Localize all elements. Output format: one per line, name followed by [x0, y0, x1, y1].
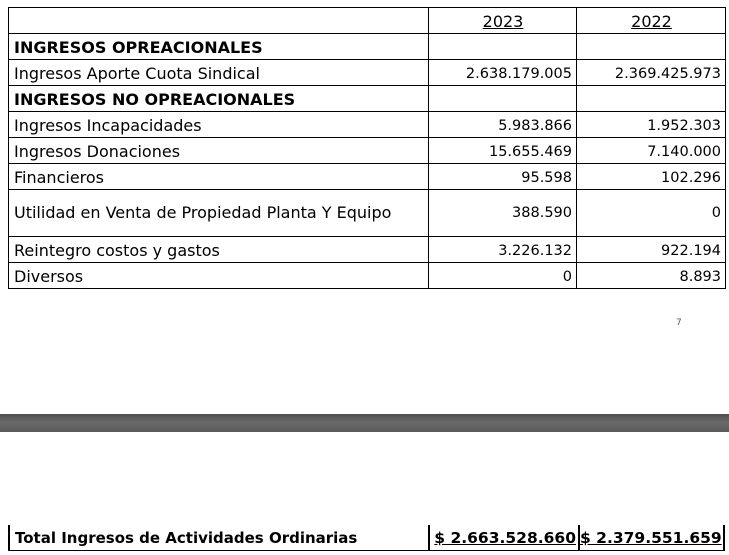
header-row [9, 8, 726, 34]
page-separator-bar [0, 414, 729, 432]
row-label: Ingresos Aporte Cuota Sindical [9, 60, 429, 86]
total-underline [8, 550, 725, 551]
value-2023: 2.638.179.005 [429, 60, 577, 86]
table-row-reintegro [9, 237, 726, 263]
row-label: Financieros [9, 164, 429, 190]
row-label: Ingresos Incapacidades [9, 112, 429, 138]
empty-cell [577, 86, 726, 112]
section-title-non-operational: INGRESOS NO OPREACIONALES [9, 86, 429, 112]
value-2022: 922.194 [577, 237, 726, 263]
year-2023-header: 2023 [429, 8, 577, 34]
value-2022: 1.952.303 [577, 112, 726, 138]
total-label: Total Ingresos de Actividades Ordinarias [8, 525, 435, 550]
section-row-non-operational [9, 86, 726, 112]
empty-cell [429, 34, 577, 60]
table-row-incapacidades [9, 112, 726, 138]
empty-cell [429, 86, 577, 112]
value-2023: 0 [429, 263, 577, 289]
header-blank-cell [9, 8, 429, 34]
total-row [8, 525, 725, 551]
row-label: Ingresos Donaciones [9, 138, 429, 164]
row-label: Reintegro costos y gastos [9, 237, 429, 263]
section-title-operational: INGRESOS OPREACIONALES [9, 34, 429, 60]
row-label: Diversos [9, 263, 429, 289]
value-2022: 8.893 [577, 263, 726, 289]
table-row-financieros [9, 164, 726, 190]
income-table [8, 7, 726, 289]
table-row-donaciones [9, 138, 726, 164]
value-2022: 2.369.425.973 [577, 60, 726, 86]
table-row-utilidad [9, 190, 726, 237]
value-2022: 0 [577, 190, 726, 237]
year-2022-header: 2022 [577, 8, 726, 34]
value-2022: 102.296 [577, 164, 726, 190]
value-2023: 5.983.866 [429, 112, 577, 138]
value-2023: 95.598 [429, 164, 577, 190]
empty-cell [577, 34, 726, 60]
total-value-2022: $ 2.379.551.659 [578, 525, 725, 550]
table-row-diversos [9, 263, 726, 289]
row-label: Utilidad en Venta de Propiedad Planta Y Equipo [9, 190, 429, 237]
table-row-cuota-sindical [9, 60, 726, 86]
value-2022: 7.140.000 [577, 138, 726, 164]
value-2023: 3.226.132 [429, 237, 577, 263]
section-row-operational [9, 34, 726, 60]
value-2023: 388.590 [429, 190, 577, 237]
page-number: 7 [676, 318, 682, 328]
total-value-2023: $ 2.663.528.660 [428, 525, 579, 550]
value-2023: 15.655.469 [429, 138, 577, 164]
